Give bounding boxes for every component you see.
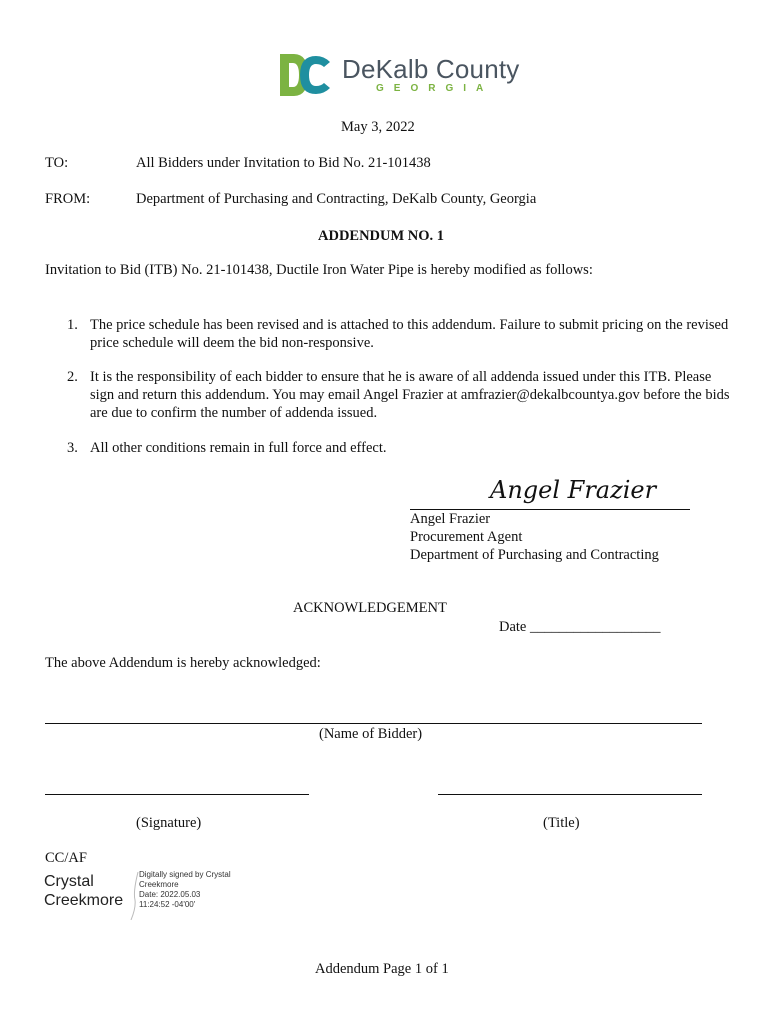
digital-signature-last-name: Creekmore: [44, 892, 124, 909]
signature-line: [410, 509, 690, 510]
list-item-text: All other conditions remain in full force and effect.: [90, 440, 387, 456]
logo-state-name: GEORGIA: [376, 83, 494, 94]
to-label: TO:: [45, 155, 69, 171]
digital-signature-detail-line: Digitally signed by Crystal: [139, 870, 231, 879]
list-item-number: 1.: [67, 317, 78, 333]
bidder-signature-line[interactable]: [45, 794, 309, 795]
signer-department: Department of Purchasing and Contracting: [410, 547, 659, 563]
from-value: Department of Purchasing and Contracting, DeKalb County, Georgia: [136, 191, 537, 207]
signer-name: Angel Frazier: [410, 511, 491, 527]
signer-role: Procurement Agent: [410, 529, 523, 545]
list-item-number: 2.: [67, 369, 78, 385]
bidder-title-line[interactable]: [438, 794, 702, 795]
handwritten-signature: Angel Frazier: [490, 476, 657, 504]
list-item-number: 3.: [67, 440, 78, 456]
document-date: May 3, 2022: [341, 119, 415, 135]
addendum-title: ADDENDUM NO. 1: [318, 228, 445, 244]
from-label: FROM:: [45, 191, 91, 207]
title-caption: (Title): [543, 815, 580, 831]
date-field[interactable]: Date __________________: [499, 619, 661, 635]
cc-initials: CC/AF: [45, 850, 87, 866]
digital-signature-details: [139, 870, 231, 910]
page-footer: Addendum Page 1 of 1: [315, 961, 449, 977]
dc-logo-icon: [278, 52, 334, 98]
intro-text: Invitation to Bid (ITB) No. 21-101438, Ductile Iron Water Pipe is hereby modified as follows:: [45, 262, 593, 278]
digital-signature-first-name: Crystal: [44, 873, 94, 890]
dekalb-county-logo: [278, 52, 528, 98]
bidder-name-line[interactable]: [45, 723, 702, 724]
acknowledgement-statement: The above Addendum is hereby acknowledged:: [45, 655, 321, 671]
logo-county-name: DeKalb County: [342, 54, 520, 84]
digital-signature-detail-line: Creekmore: [139, 880, 179, 889]
digital-signature-name: [44, 872, 123, 910]
signature-caption: (Signature): [136, 815, 202, 831]
bidder-name-caption: (Name of Bidder): [319, 726, 423, 742]
list-item-text: It is the responsibility of each bidder to ensure that he is aware of all addenda issued under this ITB. Please sign and return this addendum. You may email Angel Frazier at amfrazier@dekalbcountya.gov before the bids are due to confirm the number of addenda issued.: [90, 369, 730, 421]
digital-signature-detail-line: 11:24:52 -04'00': [139, 900, 196, 909]
acknowledgement-heading: ACKNOWLEDGEMENT: [293, 600, 447, 616]
list-item-text: The price schedule has been revised and is attached to this addendum. Failure to submit pricing on the revised price schedule will deem the bid non-responsive.: [90, 317, 729, 351]
to-value: All Bidders under Invitation to Bid No. 21-101438: [136, 155, 431, 171]
digital-signature-detail-line: Date: 2022.05.03: [139, 890, 201, 899]
